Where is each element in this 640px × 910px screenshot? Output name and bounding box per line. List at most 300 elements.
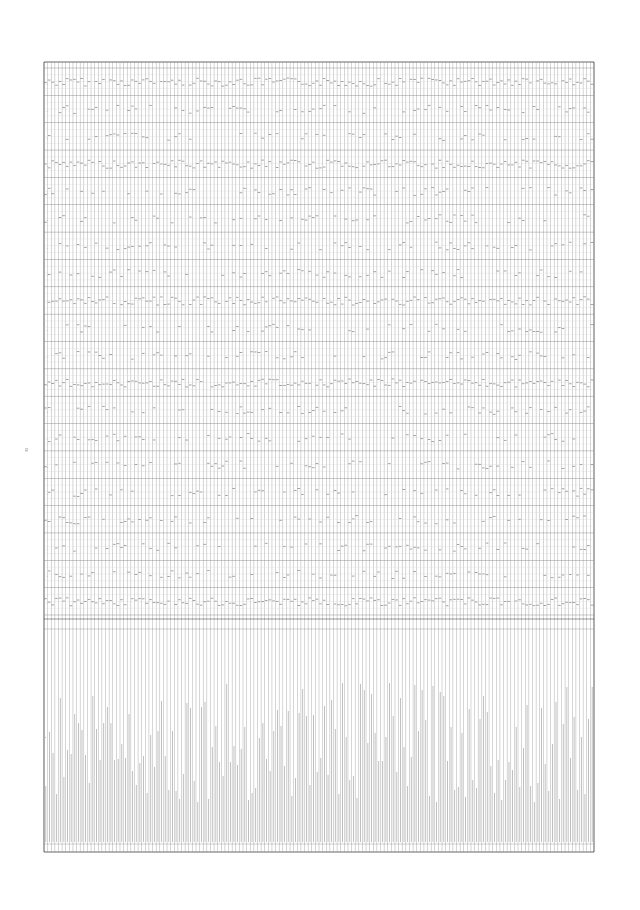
cell-text-mark xyxy=(106,409,109,410)
cell-text-mark xyxy=(218,81,221,82)
column-label-mark xyxy=(266,759,267,842)
cell-text-mark xyxy=(91,463,94,464)
cell-text-mark xyxy=(555,195,558,196)
cell-text-mark xyxy=(160,355,163,356)
cell-text-mark xyxy=(84,325,87,326)
cell-text-mark xyxy=(229,162,232,163)
column-label-mark xyxy=(291,796,292,842)
cell-text-mark xyxy=(77,439,80,440)
column-label-mark xyxy=(284,766,285,842)
cell-text-mark xyxy=(301,138,304,139)
cell-text-mark xyxy=(562,385,565,386)
column-label-mark xyxy=(548,791,549,842)
cell-text-mark xyxy=(261,138,264,139)
column-label-mark xyxy=(498,760,499,842)
cell-text-mark xyxy=(178,410,181,411)
row-heading-text: ... xyxy=(46,136,49,141)
cell-text-mark xyxy=(59,517,62,518)
cell-text-mark xyxy=(384,605,387,606)
cell-text-mark xyxy=(551,599,554,600)
cell-text-mark xyxy=(460,138,463,139)
cell-text-mark xyxy=(587,575,590,576)
cell-text-mark xyxy=(269,134,272,135)
cell-text-mark xyxy=(544,382,547,383)
cell-text-mark xyxy=(280,189,283,190)
cell-text-mark xyxy=(138,298,141,299)
column-label-mark xyxy=(443,696,444,842)
cell-text-mark xyxy=(540,162,543,163)
cell-text-mark xyxy=(500,386,503,387)
cell-text-mark xyxy=(533,300,536,301)
cell-text-mark xyxy=(193,167,196,168)
cell-text-mark xyxy=(305,544,308,545)
column-label-mark xyxy=(371,694,372,842)
cell-text-mark xyxy=(439,80,442,81)
cell-text-mark xyxy=(167,304,170,305)
cell-text-mark xyxy=(185,603,188,604)
cell-text-mark xyxy=(413,297,416,298)
cell-text-mark xyxy=(453,573,456,574)
cell-text-mark xyxy=(374,386,377,387)
cell-text-mark xyxy=(189,385,192,386)
cell-text-mark xyxy=(323,277,326,278)
cell-text-mark xyxy=(388,463,391,464)
cell-text-mark xyxy=(204,296,207,297)
cell-text-mark xyxy=(446,111,449,112)
cell-text-mark xyxy=(482,604,485,605)
cell-text-mark xyxy=(131,217,134,218)
cell-text-mark xyxy=(204,167,207,168)
cell-text-mark xyxy=(218,167,221,168)
cell-text-mark xyxy=(370,189,373,190)
cell-text-mark xyxy=(283,164,286,165)
cell-text-mark xyxy=(439,298,442,299)
cell-text-mark xyxy=(562,575,565,576)
cell-text-mark xyxy=(529,467,532,468)
cell-text-mark xyxy=(214,222,217,223)
cell-text-mark xyxy=(374,107,377,108)
cell-text-mark xyxy=(497,385,500,386)
cell-text-mark xyxy=(558,605,561,606)
cell-text-mark xyxy=(204,217,207,218)
cell-text-mark xyxy=(142,79,145,80)
cell-text-mark xyxy=(73,601,76,602)
cell-text-mark xyxy=(486,105,489,106)
cell-text-mark xyxy=(269,161,272,162)
cell-text-mark xyxy=(334,105,337,106)
cell-text-mark xyxy=(500,357,503,358)
cell-text-mark xyxy=(453,275,456,276)
cell-text-mark xyxy=(156,352,159,353)
cell-text-mark xyxy=(377,163,380,164)
cell-text-mark xyxy=(316,302,319,303)
cell-text-mark xyxy=(84,86,87,87)
cell-text-mark xyxy=(225,383,228,384)
cell-text-mark xyxy=(91,109,94,110)
cell-text-mark xyxy=(95,243,98,244)
cell-text-mark xyxy=(392,82,395,83)
cell-text-mark xyxy=(435,79,438,80)
cell-text-mark xyxy=(225,85,228,86)
cell-text-mark xyxy=(450,164,453,165)
cell-text-mark xyxy=(464,245,467,246)
cell-text-mark xyxy=(113,603,116,604)
cell-text-mark xyxy=(453,167,456,168)
cell-text-mark xyxy=(178,495,181,496)
cell-text-mark xyxy=(479,604,482,605)
cell-text-mark xyxy=(576,496,579,497)
cell-text-mark xyxy=(460,277,463,278)
cell-text-mark xyxy=(258,601,261,602)
cell-text-mark xyxy=(352,331,355,332)
cell-text-mark xyxy=(323,78,326,79)
cell-text-mark xyxy=(352,382,355,383)
cell-text-mark xyxy=(73,165,76,166)
row-heading-text: ... xyxy=(46,491,49,496)
cell-text-mark xyxy=(544,356,547,357)
cell-text-mark xyxy=(254,163,257,164)
cell-text-mark xyxy=(471,600,474,601)
cell-text-mark xyxy=(587,406,590,407)
cell-text-mark xyxy=(493,299,496,300)
cell-text-mark xyxy=(128,110,131,111)
cell-text-mark xyxy=(489,412,492,413)
cell-text-mark xyxy=(428,461,431,462)
cell-text-mark xyxy=(497,82,500,83)
cell-text-mark xyxy=(421,166,424,167)
cell-text-mark xyxy=(265,166,268,167)
cell-text-mark xyxy=(193,83,196,84)
cell-text-mark xyxy=(149,81,152,82)
cell-text-mark xyxy=(558,327,561,328)
cell-text-mark xyxy=(59,272,62,273)
cell-text-mark xyxy=(167,81,170,82)
cell-text-mark xyxy=(450,242,453,243)
column-label-mark xyxy=(100,760,101,842)
cell-text-mark xyxy=(424,357,427,358)
cell-text-mark xyxy=(73,496,76,497)
cell-text-mark xyxy=(431,187,434,188)
cell-text-mark xyxy=(526,605,529,606)
cell-text-mark xyxy=(526,138,529,139)
cell-text-mark xyxy=(453,85,456,86)
cell-text-mark xyxy=(475,81,478,82)
column-label-mark xyxy=(114,760,115,842)
cell-text-mark xyxy=(442,328,445,329)
cell-text-mark xyxy=(298,605,301,606)
cell-text-mark xyxy=(536,381,539,382)
cell-text-mark xyxy=(196,604,199,605)
cell-text-mark xyxy=(251,84,254,85)
cell-text-mark xyxy=(106,110,109,111)
cell-text-mark xyxy=(283,79,286,80)
column-label-mark xyxy=(462,733,463,842)
column-label-mark xyxy=(407,786,408,842)
cell-text-mark xyxy=(323,105,326,106)
cell-text-mark xyxy=(175,136,178,137)
column-label-mark xyxy=(273,731,274,842)
cell-text-mark xyxy=(475,464,478,465)
cell-text-mark xyxy=(565,190,568,191)
cell-text-mark xyxy=(323,384,326,385)
cell-text-mark xyxy=(204,242,207,243)
cell-text-mark xyxy=(178,194,181,195)
column-label-mark xyxy=(458,787,459,842)
cell-text-mark xyxy=(80,332,83,333)
cell-text-mark xyxy=(424,381,427,382)
cell-text-mark xyxy=(247,299,250,300)
cell-text-mark xyxy=(319,603,322,604)
cell-text-mark xyxy=(413,161,416,162)
cell-text-mark xyxy=(124,436,127,437)
cell-text-mark xyxy=(178,326,181,327)
cell-text-mark xyxy=(421,194,424,195)
column-label-mark xyxy=(234,746,235,842)
cell-text-mark xyxy=(251,351,254,352)
cell-text-mark xyxy=(254,189,257,190)
column-label-mark xyxy=(139,763,140,842)
cell-text-mark xyxy=(555,299,558,300)
cell-text-mark xyxy=(164,81,167,82)
cell-text-mark xyxy=(446,381,449,382)
cell-text-mark xyxy=(482,521,485,522)
cell-text-mark xyxy=(211,163,214,164)
cell-text-mark xyxy=(363,166,366,167)
cell-text-mark xyxy=(276,111,279,112)
cell-text-mark xyxy=(504,161,507,162)
cell-text-mark xyxy=(167,276,170,277)
cell-text-mark xyxy=(316,385,319,386)
cell-text-mark xyxy=(175,381,178,382)
cell-text-mark xyxy=(555,136,558,137)
cell-text-mark xyxy=(218,468,221,469)
cell-text-mark xyxy=(236,413,239,414)
cell-text-mark xyxy=(251,518,254,519)
cell-text-mark xyxy=(327,437,330,438)
cell-text-mark xyxy=(558,380,561,381)
column-label-mark xyxy=(400,698,401,842)
cell-text-mark xyxy=(536,275,539,276)
cell-text-mark xyxy=(229,81,232,82)
cell-text-mark xyxy=(352,134,355,135)
cell-text-mark xyxy=(442,191,445,192)
cell-text-mark xyxy=(73,437,76,438)
cell-text-mark xyxy=(435,576,438,577)
cell-text-mark xyxy=(345,219,348,220)
cell-text-mark xyxy=(149,575,152,576)
cell-text-mark xyxy=(149,517,152,518)
cell-text-mark xyxy=(355,603,358,604)
cell-text-mark xyxy=(403,410,406,411)
cell-text-mark xyxy=(565,413,568,414)
cell-text-mark xyxy=(243,468,246,469)
cell-text-mark xyxy=(403,328,406,329)
cell-text-mark xyxy=(124,301,127,302)
cell-text-mark xyxy=(591,379,594,380)
cell-text-mark xyxy=(236,80,239,81)
cell-text-mark xyxy=(153,407,156,408)
cell-text-mark xyxy=(421,463,424,464)
cell-text-mark xyxy=(529,168,532,169)
cell-text-mark xyxy=(374,600,377,601)
cell-text-mark xyxy=(62,107,65,108)
cell-text-mark xyxy=(66,379,69,380)
cell-text-mark xyxy=(109,79,112,80)
cell-text-mark xyxy=(442,298,445,299)
column-label-mark xyxy=(172,731,173,842)
row-heading-text: ... xyxy=(46,190,49,195)
cell-text-mark xyxy=(232,84,235,85)
cell-text-mark xyxy=(406,413,409,414)
cell-text-mark xyxy=(573,547,576,548)
cell-text-mark xyxy=(504,576,507,577)
cell-text-mark xyxy=(591,189,594,190)
side-mark: * xyxy=(44,736,48,738)
cell-text-mark xyxy=(366,275,369,276)
cell-text-mark xyxy=(171,495,174,496)
cell-text-mark xyxy=(388,603,391,604)
cell-text-mark xyxy=(522,188,525,189)
column-label-mark xyxy=(317,772,318,842)
cell-text-mark xyxy=(207,601,210,602)
cell-text-mark xyxy=(587,133,590,134)
cell-text-mark xyxy=(410,221,413,222)
column-label-mark xyxy=(147,793,148,842)
cell-text-mark xyxy=(128,303,131,304)
cell-text-mark xyxy=(243,604,246,605)
cell-text-mark xyxy=(399,546,402,547)
cell-text-mark xyxy=(366,329,369,330)
cell-text-mark xyxy=(403,160,406,161)
cell-text-mark xyxy=(526,549,529,550)
cell-text-mark xyxy=(482,167,485,168)
cell-text-mark xyxy=(142,383,145,384)
cell-text-mark xyxy=(587,216,590,217)
cell-text-mark xyxy=(312,600,315,601)
column-label-mark xyxy=(201,707,202,842)
cell-text-mark xyxy=(218,411,221,412)
cell-text-mark xyxy=(106,600,109,601)
cell-text-mark xyxy=(261,379,264,380)
column-label-mark xyxy=(143,756,144,842)
cell-text-mark xyxy=(175,84,178,85)
cell-text-mark xyxy=(482,81,485,82)
cell-text-mark xyxy=(164,244,167,245)
row-heading-text: ... xyxy=(46,409,49,414)
cell-text-mark xyxy=(142,543,145,544)
cell-text-mark xyxy=(406,382,409,383)
cell-text-mark xyxy=(265,79,268,80)
cell-text-mark xyxy=(551,488,554,489)
cell-text-mark xyxy=(80,221,83,222)
column-label-mark xyxy=(306,716,307,842)
column-label-mark xyxy=(418,731,419,842)
cell-text-mark xyxy=(88,109,91,110)
cell-text-mark xyxy=(500,80,503,81)
cell-text-mark xyxy=(395,546,398,547)
cell-text-mark xyxy=(55,548,58,549)
cell-text-mark xyxy=(319,108,322,109)
cell-text-mark xyxy=(366,301,369,302)
cell-text-mark xyxy=(507,520,510,521)
cell-text-mark xyxy=(160,520,163,521)
cell-text-mark xyxy=(583,190,586,191)
cell-text-mark xyxy=(124,325,127,326)
cell-text-mark xyxy=(99,355,102,356)
cell-text-mark xyxy=(529,381,532,382)
column-label-mark xyxy=(516,727,517,842)
cell-text-mark xyxy=(185,274,188,275)
cell-text-mark xyxy=(428,303,431,304)
cell-text-mark xyxy=(327,160,330,161)
cell-text-mark xyxy=(493,516,496,517)
cell-text-mark xyxy=(269,440,272,441)
cell-text-mark xyxy=(544,490,547,491)
cell-text-mark xyxy=(504,304,507,305)
cell-text-mark xyxy=(460,546,463,547)
cell-text-mark xyxy=(479,385,482,386)
cell-text-mark xyxy=(135,167,138,168)
cell-text-mark xyxy=(290,78,293,79)
cell-text-mark xyxy=(106,548,109,549)
cell-text-mark xyxy=(526,331,529,332)
cell-text-mark xyxy=(254,602,257,603)
cell-text-mark xyxy=(464,221,467,222)
cell-text-mark xyxy=(562,168,565,169)
cell-text-mark xyxy=(106,436,109,437)
cell-text-mark xyxy=(261,297,264,298)
column-label-mark xyxy=(527,705,528,842)
cell-text-mark xyxy=(518,495,521,496)
cell-text-mark xyxy=(160,379,163,380)
column-label-mark xyxy=(447,761,448,842)
cell-text-mark xyxy=(298,519,301,520)
cell-text-mark xyxy=(489,466,492,467)
cell-text-mark xyxy=(146,78,149,79)
cell-text-mark xyxy=(156,332,159,333)
cell-text-mark xyxy=(301,601,304,602)
cell-text-mark xyxy=(117,543,120,544)
cell-text-mark xyxy=(366,522,369,523)
cell-text-mark xyxy=(381,300,384,301)
cell-text-mark xyxy=(352,220,355,221)
cell-text-mark xyxy=(482,407,485,408)
cell-text-mark xyxy=(88,439,91,440)
cell-text-mark xyxy=(175,547,178,548)
cell-text-mark xyxy=(587,357,590,358)
cell-text-mark xyxy=(70,162,73,163)
cell-text-mark xyxy=(113,544,116,545)
row-heading-text: ... xyxy=(46,464,49,469)
cell-text-mark xyxy=(583,78,586,79)
cell-text-mark xyxy=(359,137,362,138)
cell-text-mark xyxy=(287,412,290,413)
cell-text-mark xyxy=(529,249,532,250)
cell-text-mark xyxy=(526,413,529,414)
cell-text-mark xyxy=(287,325,290,326)
cell-text-mark xyxy=(515,601,518,602)
cell-text-mark xyxy=(229,108,232,109)
cell-text-mark xyxy=(526,161,529,162)
cell-text-mark xyxy=(450,599,453,600)
cell-text-mark xyxy=(175,166,178,167)
cell-text-mark xyxy=(435,598,438,599)
cell-text-mark xyxy=(109,168,112,169)
column-label-mark xyxy=(165,756,166,842)
row-heading-text: ... xyxy=(46,546,49,551)
column-label-mark xyxy=(552,744,553,842)
column-label-mark xyxy=(302,689,303,842)
